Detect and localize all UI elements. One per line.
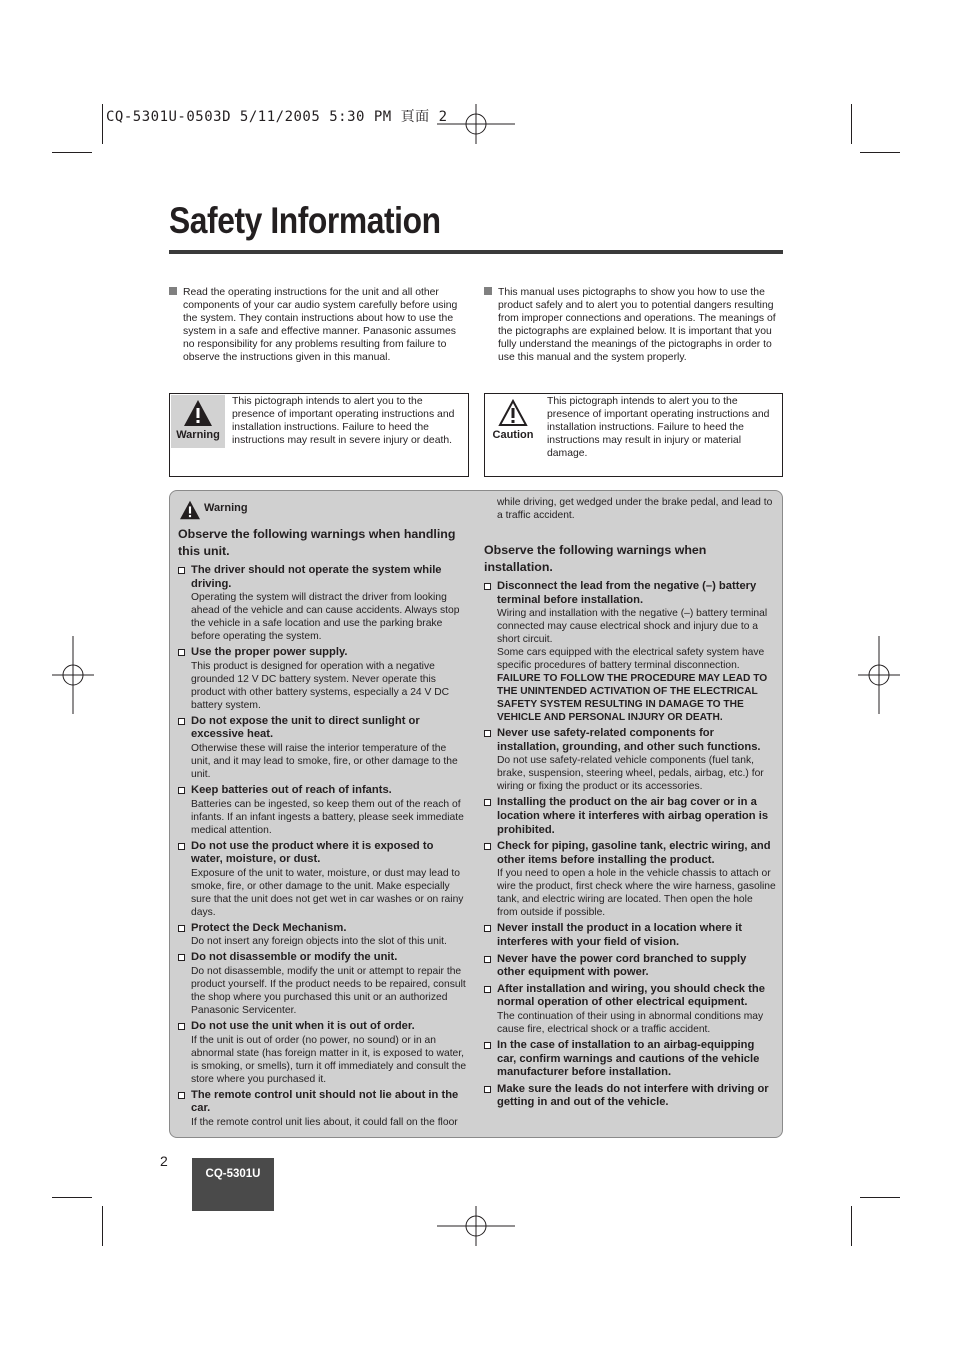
crop-mark [851,1206,852,1246]
checkbox-bullet-icon [178,649,185,656]
registration-mark-bottom [437,1204,517,1248]
item-body: Batteries can be ingested, so keep them out of the reach of infants. If an infant ingests a battery, please seek immediate medical attention. [191,798,464,836]
warning-badge-label: Warning [204,502,248,514]
list-item [178,922,468,949]
intro-left [169,286,464,364]
checkbox-bullet-icon [484,799,491,806]
list-item [178,646,468,712]
caution-icon-cell [486,395,540,448]
registration-mark-top [437,102,517,146]
checkbox-bullet-icon [178,567,185,574]
checkbox-bullet-icon [178,843,185,850]
list-item [484,922,776,949]
item-body: If you need to open a hole in the vehicle chassis to attach or wire the product, first check where the wire harness, gasoline tank, and electric wiring are located. Then open the hole from outside if possible. [497,868,776,919]
item-heading: Keep batteries out of reach of infants. [191,783,392,796]
item-body: If the remote control unit lies about, it could fall on the floor [191,1116,458,1128]
item-heading: Do not use the product where it is exposed to water, moisture, or dust. [191,839,434,866]
crop-mark [52,152,92,153]
item-heading: Never use safety-related components for installation, grounding, and other such functions. [497,727,761,753]
continued-text: while driving, get wedged under the brake pedal, and lead to a traffic accident. [497,497,773,521]
checkbox-bullet-icon [178,718,185,725]
warning-label: Warning [176,429,220,441]
caution-pictograph-box [484,393,783,477]
list-item [178,715,468,781]
caution-label: Caution [492,429,534,441]
square-bullet-icon [169,287,177,295]
item-body: Do not use safety-related vehicle components (fuel tank, brake, suspension, steering wheel, pedals, airbag, etc.) for wiring or fixing the product or its accessories. [497,755,764,793]
checkbox-bullet-icon [484,1086,491,1093]
checkbox-bullet-icon [178,787,185,794]
list-item [178,1020,468,1086]
registration-mark-right [858,636,902,716]
list-item [178,1089,468,1129]
model-tab [192,1158,274,1211]
warning-pictograph-box [169,393,469,477]
checkbox-bullet-icon [484,925,491,932]
model-label: CQ-5301U [205,1168,261,1180]
warning-triangle-icon [179,500,201,520]
checkbox-bullet-icon [484,583,491,590]
crop-mark [860,1197,900,1198]
item-body: Operating the system will distract the driver from looking ahead of the vehicle and can cause accidents. Always stop the vehicle in a safe location and use the parking brake before operating the system. [191,592,460,643]
list-item [178,564,468,643]
handling-warnings-title: Observe the following warnings when handling this unit. [178,527,456,558]
list-item [484,727,776,793]
warning-triangle-icon [183,399,213,427]
item-body: This product is designed for operation with a negative grounded 12 V DC battery system. Never operate this product with other battery systems, especially a 24 V DC battery system. [191,660,450,711]
crop-mark [860,152,900,153]
warnings-panel [169,490,783,1138]
page-title: Safety Information [169,200,441,241]
checkbox-bullet-icon [178,925,185,932]
checkbox-bullet-icon [178,1092,185,1099]
crop-mark [102,1206,103,1246]
list-item [484,1039,776,1080]
item-heading: The driver should not operate the system while driving. [191,564,442,590]
item-heading: Check for piping, gasoline tank, electric wiring, and other items before installing the product. [497,840,771,866]
intro-right [484,286,779,364]
item-heading: Do not use the unit when it is out of order. [191,1019,415,1032]
item-heading: Make sure the leads do not interfere with driving or getting in and out of the vehicle. [497,1082,769,1109]
installation-warnings-title: Observe the following warnings when installation. [484,543,707,574]
item-heading: Installing the product on the air bag cover or in a location where it interferes with airbag operation is prohibited. [497,796,769,836]
caution-triangle-icon [498,399,528,427]
item-heading: Never install the product in a location where it interferes with your field of vision. [497,922,742,948]
item-body: Otherwise these will raise the interior temperature of the unit, and it may lead to smoke, fire, or other damage to the unit. [191,742,458,780]
list-item [484,840,776,919]
title-rule [169,250,783,254]
warning-icon-cell [171,395,225,448]
item-body: The continuation of their using in abnormal conditions may cause fire, electrical shock or a traffic accident. [497,1010,764,1035]
list-item [484,580,776,724]
list-item [484,953,776,980]
item-body-emphasis: FAILURE TO FOLLOW THE PROCEDURE MAY LEAD TO THE UNINTENDED ACTIVATION OF THE ELECTRICAL SAFETY SYSTEM RESULTING IN DAMAGE TO THE VEHICLE AND PERSONAL INJURY OR DEATH. [497,673,768,724]
item-heading: The remote control unit should not lie about in the car. [191,1088,459,1115]
list-item [178,951,468,1017]
checkbox-bullet-icon [484,956,491,963]
page-number: 2 [160,1153,168,1169]
warnings-left-column [178,491,468,1129]
intro-left-text: Read the operating instructions for the unit and all other components of your car audio system carefully before using the system. They contain instructions about how to use the system in a safe and effective manner. Panasonic assumes no responsibility for any problems resulting from failure to observe the instructions given in this manual. [183,287,458,363]
item-body: Wiring and installation with the negative (–) battery terminal connected may cause electrical shock and injury due to a short circuit. [497,608,768,646]
item-heading: Use the proper power supply. [191,646,348,659]
item-body: Exposure of the unit to water, moisture, or dust may lead to smoke, fire, or other damage to the unit. Make especially sure that the unit does not get wet in car washes or on rainy days. [191,867,464,918]
checkbox-bullet-icon [484,1042,491,1049]
square-bullet-icon [484,287,492,295]
crop-mark [102,104,103,144]
checkbox-bullet-icon [178,1023,185,1030]
list-item [178,784,468,837]
crop-mark [52,1197,92,1198]
checkbox-bullet-icon [178,954,185,961]
checkbox-bullet-icon [484,986,491,993]
item-heading: Do not expose the unit to direct sunlight or excessive heat. [191,714,420,741]
registration-mark-left [52,636,96,716]
list-item [178,840,468,919]
item-body: Some cars equipped with the electrical safety system have specific procedures of battery terminal disconnection. [497,647,765,672]
warnings-right-column [484,491,776,1110]
checkbox-bullet-icon [484,730,491,737]
checkbox-bullet-icon [484,843,491,850]
item-body: Do not insert any foreign objects into the slot of this unit. [191,936,447,948]
item-heading: In the case of installation to an airbag-equipping car, confirm warnings and cautions of the vehicle manufacturer before installation. [497,1038,760,1079]
item-heading: Disconnect the lead from the negative (–) battery terminal before installation. [497,580,757,606]
item-heading: After installation and wiring, you should check the normal operation of other electrical equipment. [497,982,765,1009]
warning-pictograph-text: This pictograph intends to alert you to the presence of important operating instructions and installation instructions. Failure to heed the instructions may result in severe injury or death. [232,396,455,446]
crop-mark [851,104,852,144]
item-body: If the unit is out of order (no power, no sound) or in an abnormal state (has foreign matter in it, is exposed to water, is smoking, or smells), turn it off immediately and consult the store where you purchased it. [191,1034,467,1085]
item-heading: Never have the power cord branched to supply other equipment with power. [497,952,747,979]
item-heading: Protect the Deck Mechanism. [191,921,347,934]
warning-badge [178,491,468,523]
intro-right-text: This manual uses pictographs to show you how to use the product safely and to alert you to potential dangers resulting from improper connections and operations. The meanings of the pictographs are explained below. It is important that you fully understand the meanings of the pictographs in order to use this manual and the system properly. [498,287,776,363]
item-heading: Do not disassemble or modify the unit. [191,951,398,964]
caution-pictograph-text: This pictograph intends to alert you to the presence of important operating instructions and installation instructions. Failure to heed the instructions may result in injury or material damage. [547,396,770,459]
list-item [484,796,776,837]
item-body: Do not disassemble, modify the unit or attempt to repair the product yourself. If the product needs to be repaired, consult the shop where you purchased this unit or an authorized Panasonic Servicenter. [191,965,466,1016]
print-stamp: CQ-5301U-0503D 5/11/2005 5:30 PM 頁面 2 [106,109,448,125]
list-item [484,983,776,1036]
list-item [484,1083,776,1110]
